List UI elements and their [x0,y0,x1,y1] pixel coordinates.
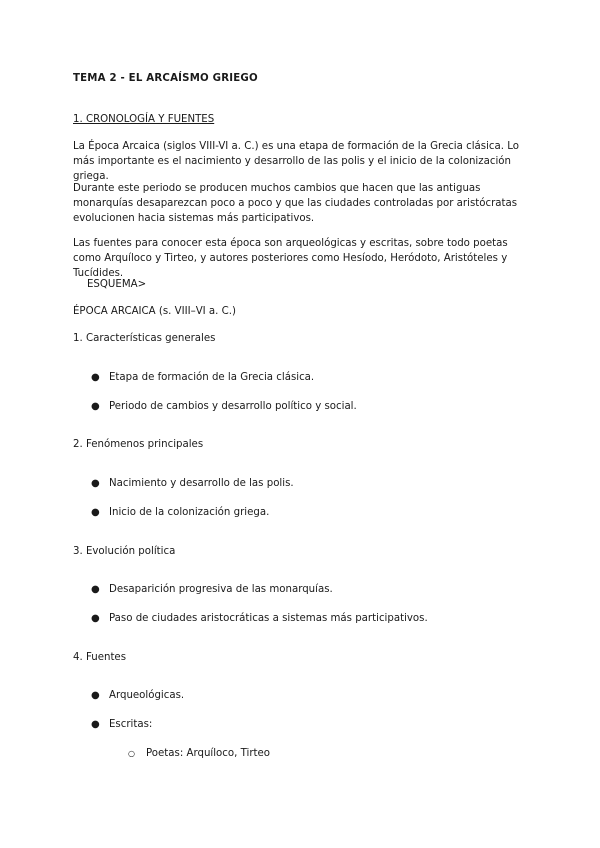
sub-list-item [128,746,270,761]
outline-heading-fuentes: 4. Fuentes [73,652,127,663]
bullet-icon: ● [91,690,100,701]
list-item-text: Arqueológicas. [109,690,185,701]
hollow-bullet-icon: ○ [128,749,135,758]
list-item [91,399,357,414]
paragraph-2: Durante este periodo se producen muchos cambios que hacen que las antiguas monarquías desaparezcan poco a poco y que las ciudades controladas por aristócratas evolucionen hacia sistemas más participativos. [73,183,518,224]
bullet-icon: ● [91,584,100,595]
bullet-icon: ● [91,719,100,730]
list-item-text: Desaparición progresiva de las monarquías. [109,584,333,595]
list-item [91,370,314,385]
document-title: TEMA 2 - EL ARCAÍSMO GRIEGO [73,73,258,84]
bullet-icon: ● [91,372,100,383]
list-item-text: Inicio de la colonización griega. [109,507,270,518]
list-item [91,476,294,491]
outline-heading-evolucion: 3. Evolución política [73,546,176,557]
list-item-text: Paso de ciudades aristocráticas a sistemas más participativos. [109,613,428,624]
bullet-icon: ● [91,478,100,489]
paragraph-3: Las fuentes para conocer esta época son arqueológicas y escritas, sobre todo poetas como Arquíloco y Tirteo, y autores posteriores como Hesíodo, Heródoto, Aristóteles y Tucídides. [73,238,508,279]
section-heading-cronologia: 1. CRONOLOGÍA Y FUENTES [73,114,215,125]
paragraph-1: La Época Arcaica (siglos VIII-VI a. C.) es una etapa de formación de la Grecia clásica. Lo más importante es el nacimiento y desarrollo de las polis y el inicio de la colonización griega. [73,141,519,182]
sub-list-item-text: Poetas: Arquíloco, Tirteo [146,748,271,759]
list-item-text: Periodo de cambios y desarrollo político y social. [109,401,357,412]
outline-heading-fenomenos: 2. Fenómenos principales [73,439,204,450]
esquema-label: ESQUEMA> [87,279,147,290]
bullet-icon: ● [91,401,100,412]
list-item [91,582,333,597]
bullet-icon: ● [91,507,100,518]
list-item-text: Etapa de formación de la Grecia clásica. [109,372,315,383]
bullet-icon: ● [91,613,100,624]
list-item [91,505,269,520]
list-item-text: Escritas: [109,719,153,730]
era-label: ÉPOCA ARCAICA (s. VIII–VI a. C.) [73,306,236,317]
list-item [91,611,428,626]
list-item-text: Nacimiento y desarrollo de las polis. [109,478,294,489]
list-item [91,688,184,703]
list-item [91,717,152,732]
outline-heading-caracteristicas: 1. Características generales [73,333,216,344]
